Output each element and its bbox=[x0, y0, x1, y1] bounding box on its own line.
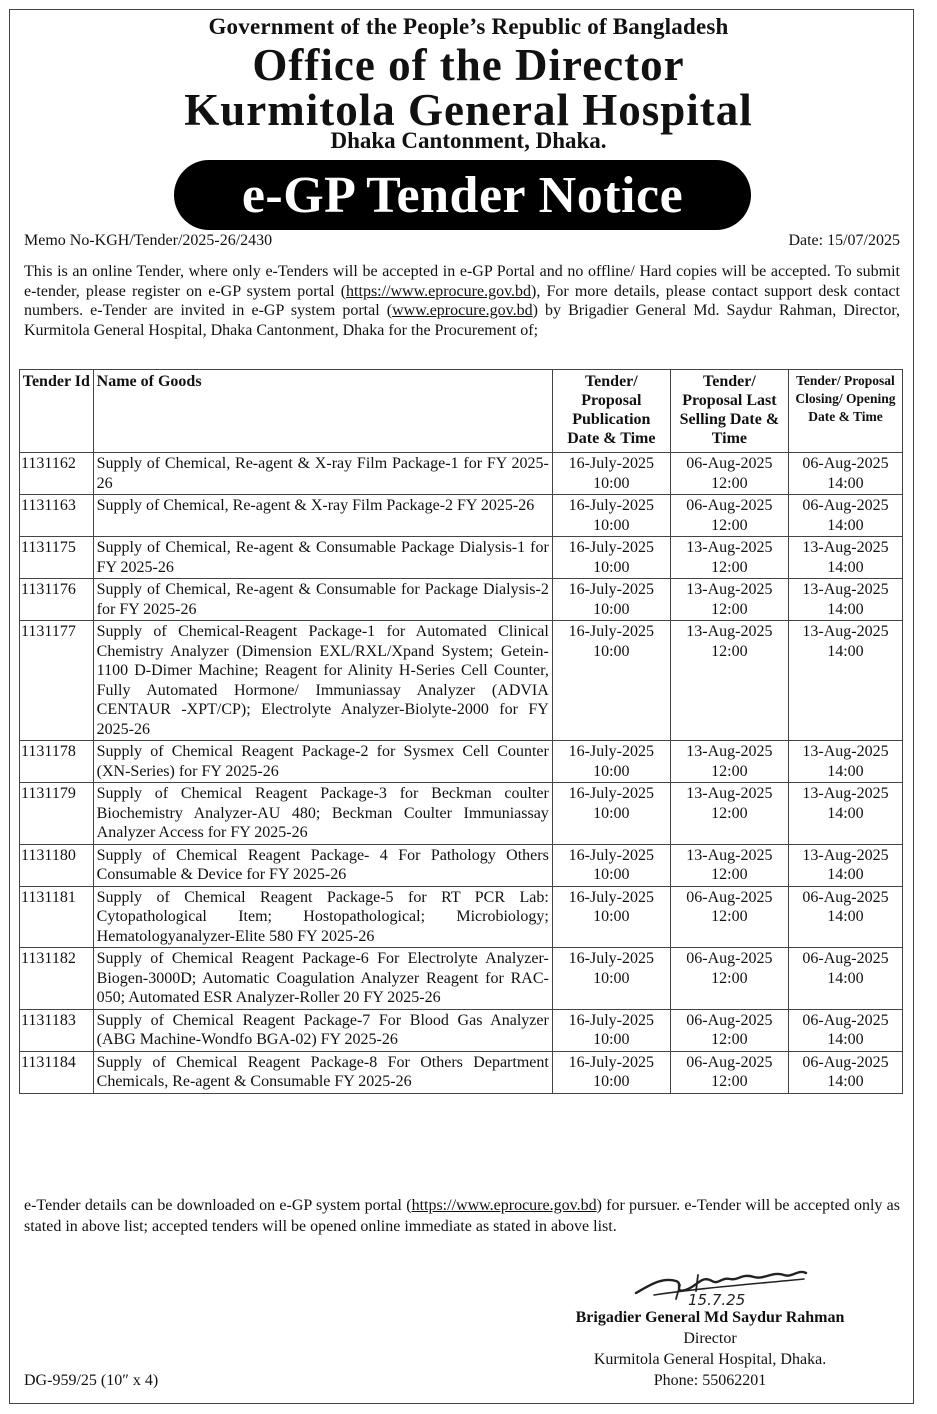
notice-title: e-GP Tender Notice bbox=[241, 166, 684, 224]
publication-cell-date: 16-July-2025 bbox=[568, 539, 654, 556]
tender-id-cell bbox=[20, 844, 94, 886]
closing-cell bbox=[788, 1009, 902, 1051]
publication-cell-date: 16-July-2025 bbox=[568, 581, 654, 598]
tender-id-cell bbox=[20, 948, 94, 1010]
goods-cell-text: Supply of Chemical-Reagent Package-1 for Automated Clinical Chemistry Analyzer (Dimension EXL/RXL/Xpand System; Getein-1100 D-Dimer Machine; Reagent for Alinity H-Series Cell Counter, Fully Automated Hormone/ Immuniassay Analyzer (ADVIA CENTAUR -XPT/CP); Electrolyte Analyzer-Biolyte-2000 for FY 2025-26 bbox=[96, 623, 549, 738]
publication-cell-date: 16-July-2025 bbox=[568, 497, 654, 514]
goods-cell-text: Supply of Chemical Reagent Package-8 For Others Department Chemicals, Re-agent & Consumable FY 2025-26 bbox=[96, 1053, 549, 1090]
goods-cell bbox=[93, 948, 552, 1010]
publication-cell bbox=[552, 579, 670, 621]
publication-cell bbox=[552, 783, 670, 845]
tender-id-cell-text: 1131181 bbox=[21, 888, 76, 906]
tender-id-cell bbox=[20, 886, 94, 948]
last-selling-cell bbox=[670, 948, 788, 1010]
tender-id-cell bbox=[20, 537, 94, 579]
tender-id-cell-text: 1131180 bbox=[21, 846, 76, 864]
publication-cell-date: 16-July-2025 bbox=[568, 1053, 654, 1071]
tender-rows bbox=[20, 453, 903, 1094]
dg-number: DG-959/25 (10″ x 4) bbox=[24, 1372, 159, 1389]
goods-cell bbox=[93, 886, 552, 948]
government-heading: Government of the People’s Republic of Bangladesh bbox=[208, 14, 729, 39]
table-row bbox=[20, 621, 903, 741]
last-selling-cell-date: 13-Aug-2025 bbox=[686, 785, 773, 802]
table-header-row bbox=[20, 370, 903, 453]
closing-cell-time: 14:00 bbox=[827, 866, 864, 883]
publication-cell bbox=[552, 537, 670, 579]
memo-number: Memo No-KGH/Tender/2025-26/2430 bbox=[24, 232, 273, 249]
last-selling-cell-date: 13-Aug-2025 bbox=[686, 743, 773, 760]
last-selling-cell-time: 12:00 bbox=[711, 908, 748, 925]
publication-cell-time: 10:00 bbox=[593, 908, 630, 925]
signatory-organization: Kurmitola General Hospital, Dhaka. bbox=[593, 1351, 827, 1368]
goods-cell-text: Supply of Chemical, Re-agent & Consumable for Package Dialysis-2 for FY 2025-26 bbox=[96, 581, 549, 618]
publication-cell bbox=[552, 1009, 670, 1051]
signatory-name: Brigadier General Md Saydur Rahman bbox=[575, 1309, 845, 1326]
last-selling-cell-date: 13-Aug-2025 bbox=[686, 581, 773, 598]
table-row bbox=[20, 579, 903, 621]
table-row bbox=[20, 948, 903, 1010]
table-row bbox=[20, 1051, 903, 1093]
closing-cell-time: 14:00 bbox=[827, 762, 864, 780]
last-selling-cell-date: 06-Aug-2025 bbox=[686, 1011, 773, 1029]
last-selling-cell-date: 06-Aug-2025 bbox=[686, 455, 773, 472]
publication-cell bbox=[552, 453, 670, 495]
tender-id-cell-text: 1131176 bbox=[21, 581, 76, 598]
publication-cell bbox=[552, 948, 670, 1010]
last-selling-cell bbox=[670, 1009, 788, 1051]
closing-cell-time: 14:00 bbox=[827, 908, 864, 925]
handwritten-signature bbox=[632, 1255, 812, 1307]
last-selling-cell-date: 06-Aug-2025 bbox=[686, 950, 773, 967]
publication-cell-date: 16-July-2025 bbox=[568, 950, 654, 967]
last-selling-cell bbox=[670, 537, 788, 579]
closing-cell-time: 14:00 bbox=[827, 474, 864, 492]
footer-text-1: e-Tender details can be downloaded on e-GP system portal ( bbox=[24, 1197, 412, 1214]
last-selling-cell-time: 12:00 bbox=[711, 804, 748, 822]
tender-id-cell bbox=[20, 579, 94, 621]
eprocure-link[interactable]: https://www.eprocure.gov.bd bbox=[346, 282, 532, 300]
publication-cell-time: 10:00 bbox=[593, 1031, 630, 1048]
tender-id-cell-text: 1131184 bbox=[21, 1053, 76, 1071]
closing-cell bbox=[788, 453, 902, 495]
closing-cell bbox=[788, 844, 902, 886]
closing-cell bbox=[788, 621, 902, 741]
closing-cell-date: 13-Aug-2025 bbox=[802, 581, 889, 598]
last-selling-cell-time: 12:00 bbox=[711, 600, 748, 618]
publication-cell bbox=[552, 741, 670, 783]
header-name-of-goods: Name of Goods bbox=[93, 370, 552, 453]
last-selling-cell-time: 12:00 bbox=[711, 474, 748, 492]
office-heading: Office of the Director bbox=[252, 40, 685, 90]
table-row bbox=[20, 844, 903, 886]
goods-cell-text: Supply of Chemical, Re-agent & X-ray Film Package-1 for FY 2025-26 bbox=[96, 455, 549, 492]
publication-cell-date: 16-July-2025 bbox=[568, 743, 654, 760]
last-selling-cell-date: 13-Aug-2025 bbox=[686, 539, 773, 556]
closing-cell-date: 13-Aug-2025 bbox=[802, 743, 889, 760]
header-publication: Tender/ Proposal Publication Date & Time bbox=[552, 370, 670, 453]
publication-cell-time: 10:00 bbox=[593, 969, 630, 987]
goods-cell bbox=[93, 1009, 552, 1051]
publication-cell-time: 10:00 bbox=[593, 762, 630, 780]
goods-cell bbox=[93, 1051, 552, 1093]
goods-cell bbox=[93, 783, 552, 845]
table-row bbox=[20, 783, 903, 845]
publication-cell-time: 10:00 bbox=[593, 600, 630, 618]
closing-cell bbox=[788, 579, 902, 621]
hospital-heading: Kurmitola General Hospital bbox=[184, 85, 753, 135]
closing-cell-time: 14:00 bbox=[827, 804, 864, 822]
publication-cell bbox=[552, 621, 670, 741]
last-selling-cell-date: 06-Aug-2025 bbox=[686, 497, 773, 514]
signatory-title: Director bbox=[683, 1330, 737, 1347]
tender-id-cell bbox=[20, 1051, 94, 1093]
closing-cell bbox=[788, 537, 902, 579]
tender-id-cell bbox=[20, 1009, 94, 1051]
signature-date: 15.7.25 bbox=[688, 1291, 746, 1307]
publication-cell bbox=[552, 495, 670, 537]
closing-cell-time: 14:00 bbox=[827, 558, 864, 576]
last-selling-cell bbox=[670, 1051, 788, 1093]
closing-cell-time: 14:00 bbox=[827, 600, 864, 618]
goods-cell bbox=[93, 621, 552, 741]
publication-cell-date: 16-July-2025 bbox=[568, 846, 654, 864]
closing-cell-date: 13-Aug-2025 bbox=[802, 623, 889, 640]
tender-id-cell bbox=[20, 453, 94, 495]
tender-id-cell bbox=[20, 741, 94, 783]
tender-id-cell-text: 1131179 bbox=[21, 785, 76, 802]
publication-cell bbox=[552, 1051, 670, 1093]
publication-cell-time: 10:00 bbox=[593, 1073, 630, 1090]
last-selling-cell bbox=[670, 741, 788, 783]
closing-cell-time: 14:00 bbox=[827, 1031, 864, 1048]
last-selling-cell-time: 12:00 bbox=[711, 762, 748, 780]
tender-id-cell-text: 1131163 bbox=[21, 497, 76, 514]
table-row bbox=[20, 1009, 903, 1051]
tender-table bbox=[19, 369, 903, 1094]
intro-paragraph bbox=[24, 262, 900, 340]
intro-text-2: ), For more details, please contact support desk contact numbers. e-Tender are invited in e-GP system portal ( bbox=[24, 282, 901, 319]
tender-id-cell-text: 1131182 bbox=[21, 950, 76, 967]
eprocure-link-short[interactable]: www.eprocure.gov.bd bbox=[392, 302, 533, 319]
closing-cell-date: 13-Aug-2025 bbox=[802, 846, 889, 864]
closing-cell-date: 13-Aug-2025 bbox=[802, 785, 889, 802]
closing-cell-time: 14:00 bbox=[827, 516, 864, 534]
last-selling-cell-date: 13-Aug-2025 bbox=[686, 623, 773, 640]
closing-cell-date: 06-Aug-2025 bbox=[802, 497, 889, 514]
closing-cell bbox=[788, 948, 902, 1010]
tender-id-cell-text: 1131183 bbox=[21, 1011, 76, 1029]
notice-date: Date: 15/07/2025 bbox=[788, 232, 900, 249]
publication-cell-time: 10:00 bbox=[593, 804, 630, 822]
publication-cell-date: 16-July-2025 bbox=[568, 455, 654, 472]
last-selling-cell-time: 12:00 bbox=[711, 642, 748, 660]
closing-cell bbox=[788, 783, 902, 845]
goods-cell-text: Supply of Chemical Reagent Package-6 For Electrolyte Analyzer-Biogen-3000D; Automatic Coagulation Analyzer Reagent for RAC-050; Automated ESR Analyzer-Roller 20 FY 2025-26 bbox=[96, 950, 549, 1006]
closing-cell bbox=[788, 1051, 902, 1093]
closing-cell bbox=[788, 495, 902, 537]
last-selling-cell-time: 12:00 bbox=[711, 516, 748, 534]
goods-cell bbox=[93, 844, 552, 886]
last-selling-cell-time: 12:00 bbox=[711, 1073, 748, 1090]
publication-cell bbox=[552, 886, 670, 948]
tender-id-cell bbox=[20, 495, 94, 537]
tender-id-cell-text: 1131175 bbox=[21, 539, 76, 556]
intro-text-1: This is an online Tender, where only e-Tenders will be accepted in e-GP Portal and no offline/ Hard copies will be accepted. To submit e-tender, please register on e-GP system portal ( bbox=[24, 263, 900, 300]
publication-cell-date: 16-July-2025 bbox=[568, 623, 654, 640]
publication-cell bbox=[552, 844, 670, 886]
goods-cell bbox=[93, 579, 552, 621]
closing-cell-time: 14:00 bbox=[827, 642, 864, 660]
goods-cell bbox=[93, 453, 552, 495]
goods-cell bbox=[93, 741, 552, 783]
closing-cell-time: 14:00 bbox=[827, 1073, 864, 1090]
goods-cell-text: Supply of Chemical, Re-agent & Consumable Package Dialysis-1 for FY 2025-26 bbox=[96, 539, 549, 576]
goods-cell bbox=[93, 537, 552, 579]
last-selling-cell-time: 12:00 bbox=[711, 866, 748, 883]
last-selling-cell-time: 12:00 bbox=[711, 1031, 748, 1048]
address-heading: Dhaka Cantonment, Dhaka. bbox=[330, 128, 607, 153]
intro-text-3: ) by Brigadier General Md. Saydur Rahman, Director, Kurmitola General Hospital, Dhaka Cantonment, Dhaka for the Procurement of; bbox=[24, 302, 901, 339]
footer-note bbox=[24, 1195, 900, 1237]
goods-cell-text: Supply of Chemical, Re-agent & X-ray Film Package-2 FY 2025-26 bbox=[96, 497, 535, 514]
last-selling-cell bbox=[670, 495, 788, 537]
table-row bbox=[20, 741, 903, 783]
publication-cell-time: 10:00 bbox=[593, 642, 630, 660]
signatory-block bbox=[520, 1307, 900, 1391]
last-selling-cell-time: 12:00 bbox=[711, 558, 748, 576]
closing-cell-time: 14:00 bbox=[827, 969, 864, 987]
publication-cell-time: 10:00 bbox=[593, 558, 630, 576]
tender-id-cell bbox=[20, 621, 94, 741]
publication-cell-time: 10:00 bbox=[593, 474, 630, 492]
goods-cell-text: Supply of Chemical Reagent Package-2 for Sysmex Cell Counter (XN-Series) for FY 2025-26 bbox=[96, 743, 549, 780]
tender-id-cell-text: 1131162 bbox=[21, 455, 76, 472]
last-selling-cell-time: 12:00 bbox=[711, 969, 748, 987]
last-selling-cell-date: 06-Aug-2025 bbox=[686, 1053, 773, 1071]
footer-eprocure-link[interactable]: https://www.eprocure.gov.bd bbox=[411, 1197, 597, 1214]
last-selling-cell bbox=[670, 886, 788, 948]
goods-cell-text: Supply of Chemical Reagent Package-3 for Beckman coulter Biochemistry Analyzer-AU 480; Beckman Coulter Immuniassay Analyzer Access for FY 2025-26 bbox=[96, 785, 549, 841]
notice-title-banner bbox=[174, 160, 751, 230]
publication-cell-time: 10:00 bbox=[593, 866, 630, 883]
closing-cell-date: 06-Aug-2025 bbox=[802, 1053, 889, 1071]
last-selling-cell bbox=[670, 453, 788, 495]
publication-cell-time: 10:00 bbox=[593, 516, 630, 534]
signatory-phone: Phone: 55062201 bbox=[653, 1372, 767, 1389]
last-selling-cell-date: 13-Aug-2025 bbox=[686, 846, 773, 864]
last-selling-cell bbox=[670, 579, 788, 621]
last-selling-cell bbox=[670, 621, 788, 741]
closing-cell-date: 06-Aug-2025 bbox=[802, 1011, 889, 1029]
closing-cell-date: 06-Aug-2025 bbox=[802, 888, 889, 906]
closing-cell bbox=[788, 886, 902, 948]
tender-id-cell-text: 1131177 bbox=[21, 623, 76, 640]
footer-text-2: ) for pursuer. e-Tender will be accepted only as stated in above list; accepted tenders will be opened online immediate as stated in above list. bbox=[24, 1197, 901, 1235]
goods-cell-text: Supply of Chemical Reagent Package-5 for RT PCR Lab: Cytopathological Item; Hostopathological; Microbiology; Hematologyanalyzer-Elite 580 FY 2025-26 bbox=[96, 888, 549, 945]
table-row bbox=[20, 495, 903, 537]
last-selling-cell bbox=[670, 844, 788, 886]
header-tender-id: Tender Id bbox=[20, 370, 94, 453]
publication-cell-date: 16-July-2025 bbox=[568, 1011, 654, 1029]
closing-cell-date: 13-Aug-2025 bbox=[802, 539, 889, 556]
closing-cell-date: 06-Aug-2025 bbox=[802, 950, 889, 967]
closing-cell bbox=[788, 741, 902, 783]
table-row bbox=[20, 537, 903, 579]
tender-id-cell bbox=[20, 783, 94, 845]
goods-cell-text: Supply of Chemical Reagent Package- 4 For Pathology Others Consumable & Device for FY 2025-26 bbox=[96, 846, 549, 883]
goods-cell-text: Supply of Chemical Reagent Package-7 For Blood Gas Analyzer (ABG Machine-Wondfo BGA-02) FY 2025-26 bbox=[96, 1011, 549, 1048]
table-row bbox=[20, 453, 903, 495]
closing-cell-date: 06-Aug-2025 bbox=[802, 455, 889, 472]
publication-cell-date: 16-July-2025 bbox=[568, 785, 654, 802]
table-row bbox=[20, 886, 903, 948]
last-selling-cell-date: 06-Aug-2025 bbox=[686, 888, 773, 906]
header-closing-opening: Tender/ Proposal Closing/ Opening Date & Time bbox=[788, 370, 902, 453]
tender-id-cell-text: 1131178 bbox=[21, 743, 76, 760]
last-selling-cell bbox=[670, 783, 788, 845]
header-last-selling: Tender/ Proposal Last Selling Date & Time bbox=[670, 370, 788, 453]
publication-cell-date: 16-July-2025 bbox=[568, 888, 654, 906]
goods-cell bbox=[93, 495, 552, 537]
